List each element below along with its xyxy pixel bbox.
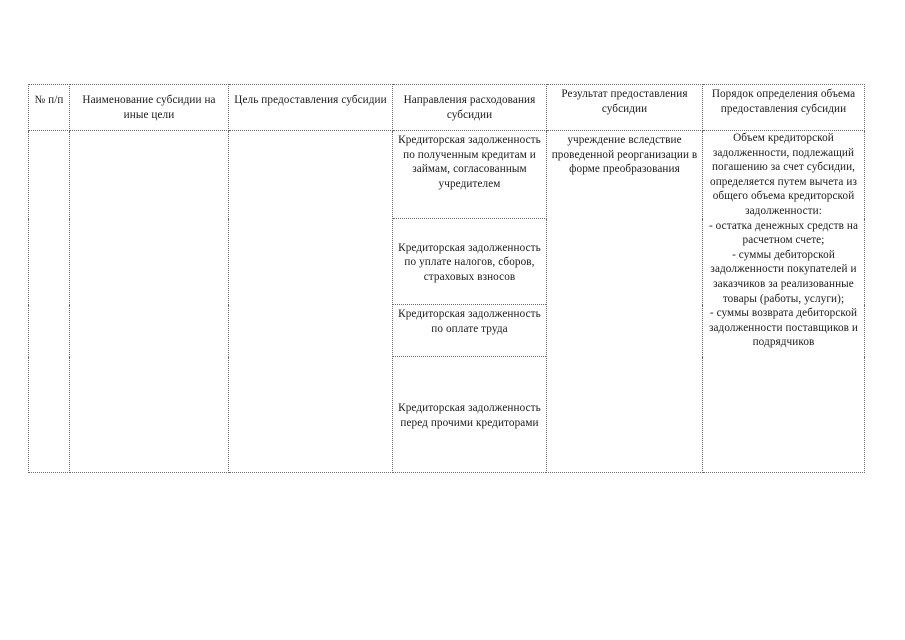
header-order: Порядок определения объема предоставления субсидии — [703, 85, 865, 131]
cell-name — [70, 131, 229, 473]
cell-direction-taxes: Кредиторская задолженность по уплате налогов, сборов, страховых взносов — [393, 219, 547, 305]
order-line-returns: - суммы возврата дебиторской задолженности поставщиков и подрядчиков — [708, 307, 859, 349]
cell-direction-loans: Кредиторская задолженность по полученным кредитам и займам, согласованным учредителем — [393, 131, 547, 219]
order-line-cash: - остатка денежных средств на расчетном счете; — [708, 219, 859, 247]
cell-num — [29, 131, 70, 473]
cell-direction-other: Кредиторская задолженность перед прочими кредиторами — [393, 357, 547, 473]
table-row — [29, 131, 865, 219]
cell-purpose — [229, 131, 393, 473]
header-name: Наименование субсидии на иные цели — [70, 85, 229, 131]
table-header-row — [29, 85, 865, 131]
header-result: Результат предоставления субсидии — [547, 85, 703, 131]
subsidy-table — [28, 84, 865, 473]
order-line-receivables: - суммы дебиторской задолженности покупателей и заказчиков за реализованные товары (работы, услуги); — [710, 248, 857, 305]
header-directions: Направления расходования субсидии — [393, 85, 547, 131]
order-line-intro: Объем кредиторской задолженности, подлежащий погашению за счет субсидии, определяется путем вычета из общего объема кредиторской задолженности: — [710, 132, 857, 217]
cell-result: учреждение вследствие проведенной реорганизации в форме преобразования — [547, 131, 703, 473]
header-num: № п/п — [29, 85, 70, 131]
header-purpose: Цель предоставления субсидии — [229, 85, 393, 131]
cell-order — [703, 131, 865, 473]
cell-direction-wages: Кредиторская задолженность по оплате труда — [393, 305, 547, 357]
